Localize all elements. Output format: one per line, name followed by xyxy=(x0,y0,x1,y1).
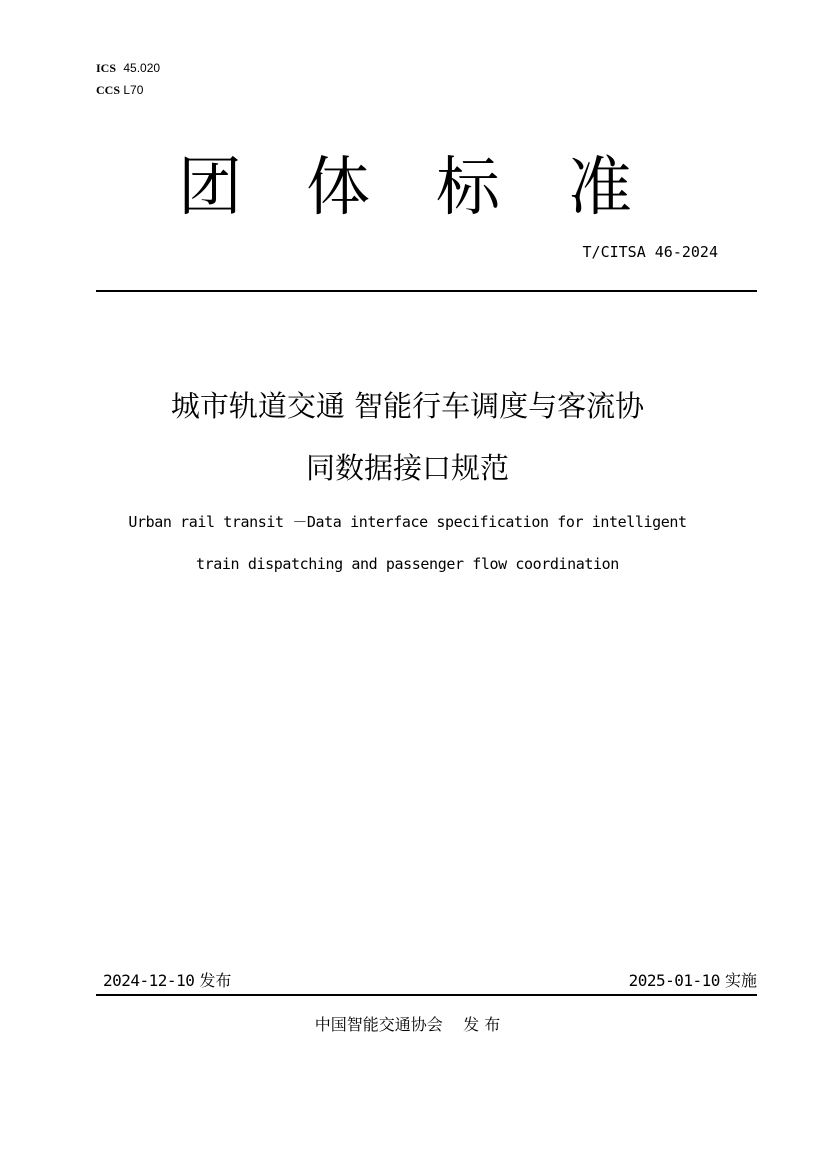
ics-label: ICS xyxy=(96,61,117,75)
title-char: 标 xyxy=(436,151,500,225)
implementation-date-label: 实施 xyxy=(724,971,757,990)
issue-date-value: 2024-12-10 xyxy=(103,971,195,990)
header-divider xyxy=(96,290,757,292)
ccs-value: L70 xyxy=(123,83,144,97)
chinese-title-line-2: 同数据接口规范 xyxy=(305,451,509,485)
title-char: 准 xyxy=(568,151,632,225)
footer-divider xyxy=(96,994,757,996)
implementation-date xyxy=(629,970,757,992)
implementation-date-value: 2025-01-10 xyxy=(628,971,720,990)
ccs-label: CCS xyxy=(96,83,121,97)
standard-number: T/CITSA 46-2024 xyxy=(582,243,718,261)
publisher-name: 中国智能交通协会 xyxy=(314,1015,443,1034)
title-char: 团 xyxy=(178,151,242,225)
issue-date xyxy=(103,970,231,992)
publisher-action: 发 布 xyxy=(463,1015,501,1034)
publisher-line xyxy=(0,1014,815,1036)
issue-date-label: 发布 xyxy=(199,971,232,990)
english-title-line-2: train dispatching and passenger flow coordination xyxy=(196,555,619,573)
english-title-line-1: Urban rail transit －Data interface specification for intelligent xyxy=(128,513,687,531)
ccs-code xyxy=(96,83,143,97)
document-type-title xyxy=(0,148,815,228)
ics-code xyxy=(96,61,160,75)
chinese-title-line-1: 城市轨道交通 智能行车调度与客流协 xyxy=(170,389,645,423)
title-char: 体 xyxy=(306,151,370,225)
ics-value: 45.020 xyxy=(123,61,161,75)
